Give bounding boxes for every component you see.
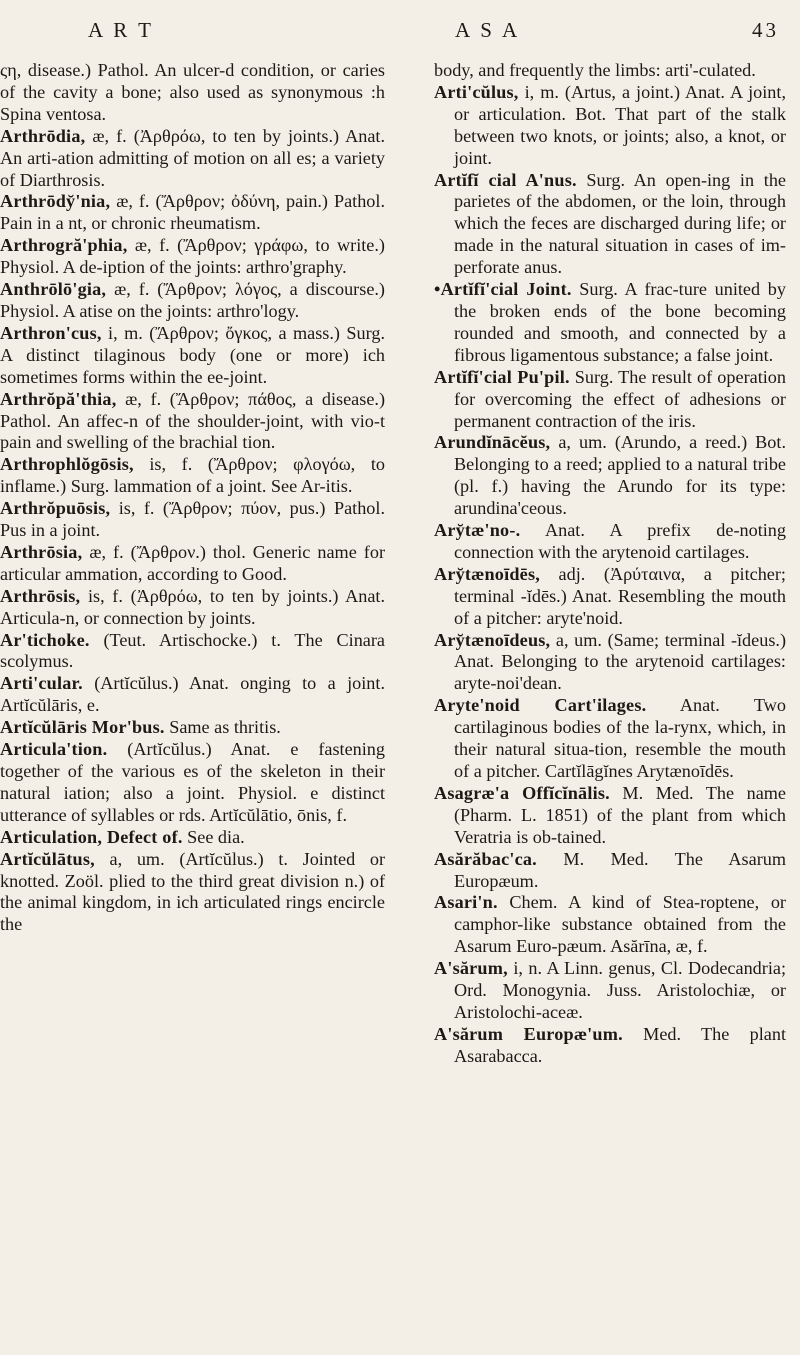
entry-definition: adj. (Ἀρύταινα, a pitcher; terminal -ĭdēs.) Anat. Resembling the mouth of a pitcher: aryte'noid. [454,563,786,628]
entry-definition: Anat. Two cartilaginous bodies of the la-rynx, which, in their natural situa-tion, resemble the mouth of a pitcher. Cartĭlāgĭnes Arytænoīdēs. [454,695,786,781]
dictionary-entry [434,783,786,849]
entry-definition: M. Med. The name (Pharm. L. 1851) of the plant from which Veratria is ob-tained. [454,782,787,847]
entry-headword: Aryte'noid Cart'ilages. [434,695,647,716]
entry-definition: Surg. A frac-ture united by the broken ends of the bone becoming rounded and smooth, and connected by a fibrous ligamentous substance; a false joint. [454,279,786,365]
dictionary-entry [0,827,385,849]
dictionary-entry [0,542,385,586]
entry-definition: (Teut. Artischocke.) t. The Cinara scolymus. [0,629,385,672]
entry-definition: i, n. A Linn. genus, Cl. Dodecandria; Ord. Monogynia. Juss. Aristolochiæ, or Aristolochi-aceæ. [454,958,786,1022]
entry-definition: Med. The plant Asarabacca. [454,1023,786,1066]
entry-headword: Anthrōlō'gia, [0,279,107,300]
entry-definition: æ, f. (Ἄρθρον; γράφω, to write.) Physiol. A de-iption of the joints: arthro'graphy. [0,235,385,278]
entry-headword: Arundĭnācĕus, [434,432,551,453]
entry-headword: Arthrōsia, [0,541,83,562]
entry-definition: i, m. (Artus, a joint.) Anat. A joint, or articulation. Bot. That part of the stalk between two knots, or joints; also, a knot, or joint. [454,81,786,168]
entry-definition: Surg. The result of operation for overcoming the effect of adhesions or permanent contraction of the iris. [454,366,786,431]
dictionary-entry [0,586,385,630]
entry-definition: i, m. (Ἄρθρον; ὄγκος, a mass.) Surg. A distinct tilaginous body (one or more) ich sometimes forms within the ee-joint. [0,322,385,387]
entry-headword: Arthrŏpuōsis, [0,498,111,519]
entry-definition: Surg. An open-ing in the parietes of the abdomen, or the loin, through which the feces are discharged during life; or made in the natural situation in cases of im-perforate anus. [454,169,786,278]
entry-headword: Articulation, Defect of. [0,826,183,847]
dictionary-entry [0,739,385,827]
dictionary-entry [434,849,786,893]
entry-definition: æ, f. (Ἄρθρον; ὀδύνη, pain.) Pathol. Pain in a nt, or chronic rheumatism. [0,191,385,234]
entry-definition: ςη, disease.) Pathol. An ulcer-d condition, or caries of the cavity a bone; also used as synonymous :h Spina ventosa. [0,60,385,124]
dictionary-entry [0,279,385,323]
entry-definition: æ, f. (Ἄρθρον; πάθος, a disease.) Pathol. An affec-n of the shoulder-joint, with vio-t pain and swelling of the brachial tion. [0,388,385,453]
dictionary-entry [0,191,385,235]
entry-definition: is, f. (Ἀρθρόω, to ten by joints.) Anat. Articula-n, or connection by joints. [0,585,385,628]
entry-headword: Arthrōdia, [0,125,86,146]
entry-definition: æ, f. (Ἄρθρον.) thol. Generic name for articular ammation, according to Good. [0,541,385,584]
dictionary-entry [434,958,786,1024]
entry-headword: Asărăbac'ca. [434,848,537,869]
entry-headword: Arthrŏpă'thia, [0,388,117,409]
dictionary-entry [0,60,385,126]
dictionary-entry [0,498,385,542]
dictionary-entry [0,717,385,739]
entry-headword: Artĭfĭ cial A'nus. [434,169,577,190]
dictionary-entry [0,454,385,498]
entry-headword: Artĭcŭlātus, [0,848,95,869]
dictionary-entry [0,630,385,674]
entry-headword: Articula'tion. [0,739,108,760]
entry-headword: Ary̆tænoīdēs, [434,563,540,584]
dictionary-entry [434,564,786,630]
entry-definition: a, um. (Arundo, a reed.) Bot. Belonging to a reed; applied to a natural tribe (pl. f.) having the Arundo for its type: arundina'ceous. [454,432,786,519]
header-left-guide-word: A R T [88,18,154,42]
entry-headword: Ary̆tænoīdeus, [434,629,551,650]
entry-headword: Arthrophlŏgōsis, [0,454,134,475]
entry-definition: Anat. A prefix de-noting connection with the arytenoid cartilages. [454,520,786,562]
dictionary-entry [0,126,385,192]
entry-definition: See dia. [182,826,245,847]
entry-definition: a, um. (Artĭcŭlus.) t. Jointed or knotted. Zoöl. plied to the third great division n.) of the animal kingdom, in ich articulated rings encircle the [0,848,385,935]
page-number: 43 [752,18,779,42]
dictionary-entry [434,695,786,783]
dictionary-entry [434,60,786,82]
entry-definition: æ, f. (Ἀρθρόω, to ten by joints.) Anat. An arti-ation admitting of motion on all es; a variety of Diarthrosis. [0,125,385,190]
entry-headword: Arti'cŭlus, [434,81,519,102]
entry-definition: (Artĭcŭlus.) Anat. onging to a joint. Artĭcŭlāris, e. [0,673,385,716]
entry-headword: Artĭfĭ'cial Pu'pil. [434,366,570,387]
dictionary-entry [0,849,385,937]
entry-headword: Arthron'cus, [0,322,102,343]
dictionary-entry [434,1024,786,1068]
entry-definition: Chem. A kind of Stea-roptene, or camphor-like substance obtained from the Asarum Euro-pæum. Asărīna, æ, f. [454,892,786,957]
entry-definition: is, f. (Ἄρθρον; φλογόω, to inflame.) Surg. lammation of a joint. See Ar-itis. [0,454,385,497]
dictionary-entry [434,367,786,433]
entry-headword: Asagræ'a Offĭcĭnālis. [434,782,610,803]
entry-definition: (Artĭcŭlus.) Anat. e fastening together of the various es of the skeleton in their natural iation; also a joint. Physiol. e distinct utterance of syllables or rds. Artĭcŭlātio, ōnis, f. [0,739,385,825]
entry-definition: M. Med. The Asarum Europæum. [454,848,786,891]
entry-headword: •Artĭfĭ'cial Joint. [434,279,572,300]
entry-headword: A'sărum Europæ'um. [434,1023,623,1044]
right-column [434,60,786,1068]
entry-definition: is, f. (Ἄρθρον; πύον, pus.) Pathol. Pus in a joint. [0,498,385,541]
entry-headword: Arthrōdy̆'nia, [0,191,111,212]
dictionary-entry [434,170,786,280]
entry-definition: a, um. (Same; terminal -ĭdeus.) Anat. Belonging to the arytenoid cartilages: aryte-noi'dean. [454,629,786,694]
dictionary-entry [0,673,385,717]
dictionary-entry [0,323,385,389]
entry-headword: Arthrōsis, [0,585,81,606]
entry-headword: Arti'cular. [0,673,83,694]
entry-headword: Artĭcŭlāris Mor'bus. [0,717,165,738]
entry-definition: Same as thritis. [164,717,281,738]
dictionary-entry [434,892,786,958]
dictionary-entry [434,82,786,170]
entry-definition: body, and frequently the limbs: arti'-culated. [434,60,756,80]
dictionary-entry [434,432,786,520]
column-gutter [414,62,415,1342]
entry-headword: A'sărum, [434,958,508,979]
dictionary-entry [434,520,786,564]
dictionary-entry [0,235,385,279]
dictionary-entry [0,389,385,455]
dictionary-entry [434,279,786,367]
entry-definition: æ, f. (Ἄρθρον; λόγος, a discourse.) Physiol. A atise on the joints: arthro'logy. [0,279,385,321]
entry-headword: Ar'tichoke. [0,629,90,650]
entry-headword: Ary̆tæ'no-. [434,520,521,541]
entry-headword: Arthrogră'phia, [0,235,128,256]
entry-headword: Asari'n. [434,892,498,913]
left-column [0,60,385,936]
header-right-guide-word: A S A [455,18,521,42]
running-header [0,18,800,48]
dictionary-entry [434,630,786,696]
